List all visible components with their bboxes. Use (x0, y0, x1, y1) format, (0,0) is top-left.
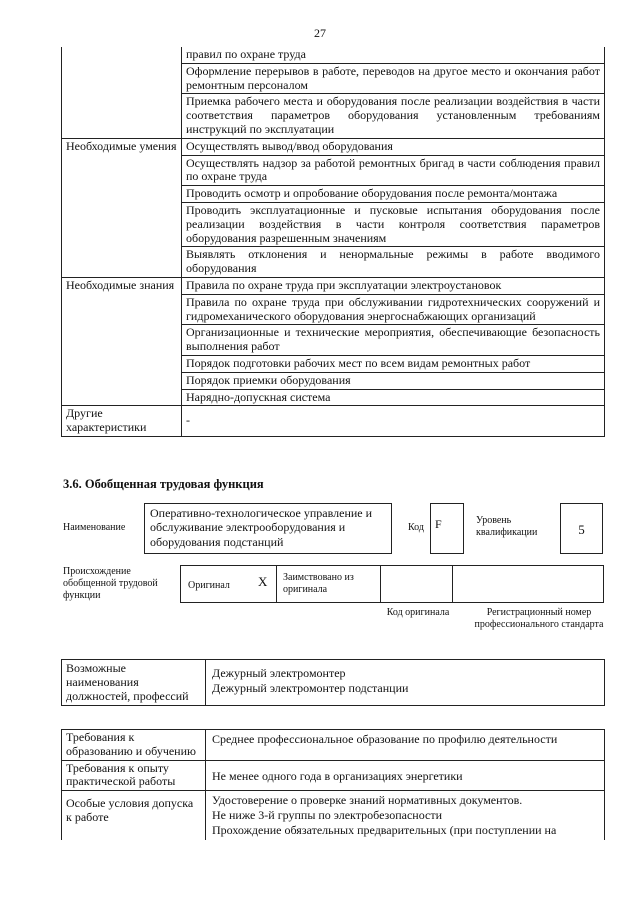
positions-values (206, 660, 605, 706)
table-cell: Правила по охране труда при обслуживании гидротехнических сооружений и гидромеханического оборудования энергоснабжающих организаций (182, 294, 605, 325)
table-cell: Приемка рабочего места и оборудования после реализации воздействия в части соответствия параметров оборудования установленным требованиям инструкций по эксплуатации (182, 94, 605, 138)
reg-number-cell (453, 566, 603, 602)
borrowed-cell (277, 566, 381, 602)
table-row-label (62, 47, 182, 138)
original-label: Оригинал (188, 580, 230, 591)
table-cell: Порядок приемки оборудования (182, 372, 605, 389)
table-cell: Выявлять отклонения и ненормальные режимы в работе вводимого оборудования (182, 247, 605, 278)
table-cell: Осуществлять надзор за работой ремонтных бригад в части соблюдения правил по охране труда (182, 155, 605, 186)
section-title: 3.6. Обобщенная трудовая функция (63, 477, 264, 491)
table-cell: Организационные и технические мероприятия, обеспечивающие безопасность выполнения работ (182, 325, 605, 356)
table-cell: Нарядно-допускная система (182, 389, 605, 406)
requirement-value (206, 791, 605, 841)
table-cell: Правила по охране труда при эксплуатации электроустановок (182, 277, 605, 294)
requirement-line: Удостоверение о проверке знаний нормативных документов. (212, 793, 523, 808)
page-number: 27 (314, 26, 326, 40)
level-label: Уровень квалификации (476, 515, 538, 538)
origin-label: Происхождение обобщенной трудовой функции (63, 566, 158, 601)
borrowed-label: Заимствовано из оригинала (283, 572, 354, 595)
requirements-table (61, 729, 605, 840)
name-label: Наименование (63, 522, 126, 533)
original-mark: X (258, 574, 268, 589)
table-row-label: Необходимые умения (62, 138, 182, 277)
origin-row (180, 565, 604, 603)
level-field: 5 (560, 503, 603, 554)
table-cell: правил по охране труда (182, 47, 605, 63)
table-cell: - (182, 406, 605, 437)
reg-number-label: Регистрационный номер профессионального стандарта (474, 607, 604, 630)
code-field: F (430, 503, 464, 554)
position-item: Дежурный электромонтер подстанции (212, 681, 409, 695)
code-original-label: Код оригинала (386, 607, 450, 618)
positions-label: Возможные наименования должностей, профессий (62, 660, 206, 706)
skills-table (61, 47, 605, 437)
requirement-line: Среднее профессиональное образование по профилю деятельности (212, 732, 558, 746)
function-name-field: Оперативно-технологическое управление и обслуживание электрооборудования и оборудования подстанций (144, 503, 392, 554)
table-row-label: Необходимые знания (62, 277, 182, 405)
positions-table (61, 659, 605, 706)
code-original-cell (381, 566, 453, 602)
table-cell: Порядок подготовки рабочих мест по всем видам ремонтных работ (182, 355, 605, 372)
requirement-line: Не ниже 3-й группы по электробезопасности (212, 808, 442, 823)
table-cell: Проводить эксплуатационные и пусковые испытания оборудования после реализации воздействия в части контроля соответствия параметров оборудования разрешенным значениям (182, 202, 605, 246)
table-row-label: Другие характеристики (62, 406, 182, 437)
table-cell: Осуществлять вывод/ввод оборудования (182, 138, 605, 155)
code-label: Код (408, 522, 424, 533)
requirement-label: Требования к опыту практической работы (62, 760, 206, 791)
requirement-value (206, 760, 605, 791)
requirement-label: Особые условия допуска к работе (62, 791, 206, 841)
table-cell: Оформление перерывов в работе, переводов на другое место и окончания работ ремонтным персоналом (182, 63, 605, 94)
requirement-line: Прохождение обязательных предварительных (при поступлении на (212, 823, 557, 838)
requirement-value (206, 730, 605, 761)
table-cell: Проводить осмотр и опробование оборудования после ремонта/монтажа (182, 186, 605, 203)
position-item: Дежурный электромонтер (212, 666, 346, 680)
requirement-label: Требования к образованию и обучению (62, 730, 206, 761)
requirement-line: Не менее одного года в организациях энергетики (212, 768, 463, 783)
